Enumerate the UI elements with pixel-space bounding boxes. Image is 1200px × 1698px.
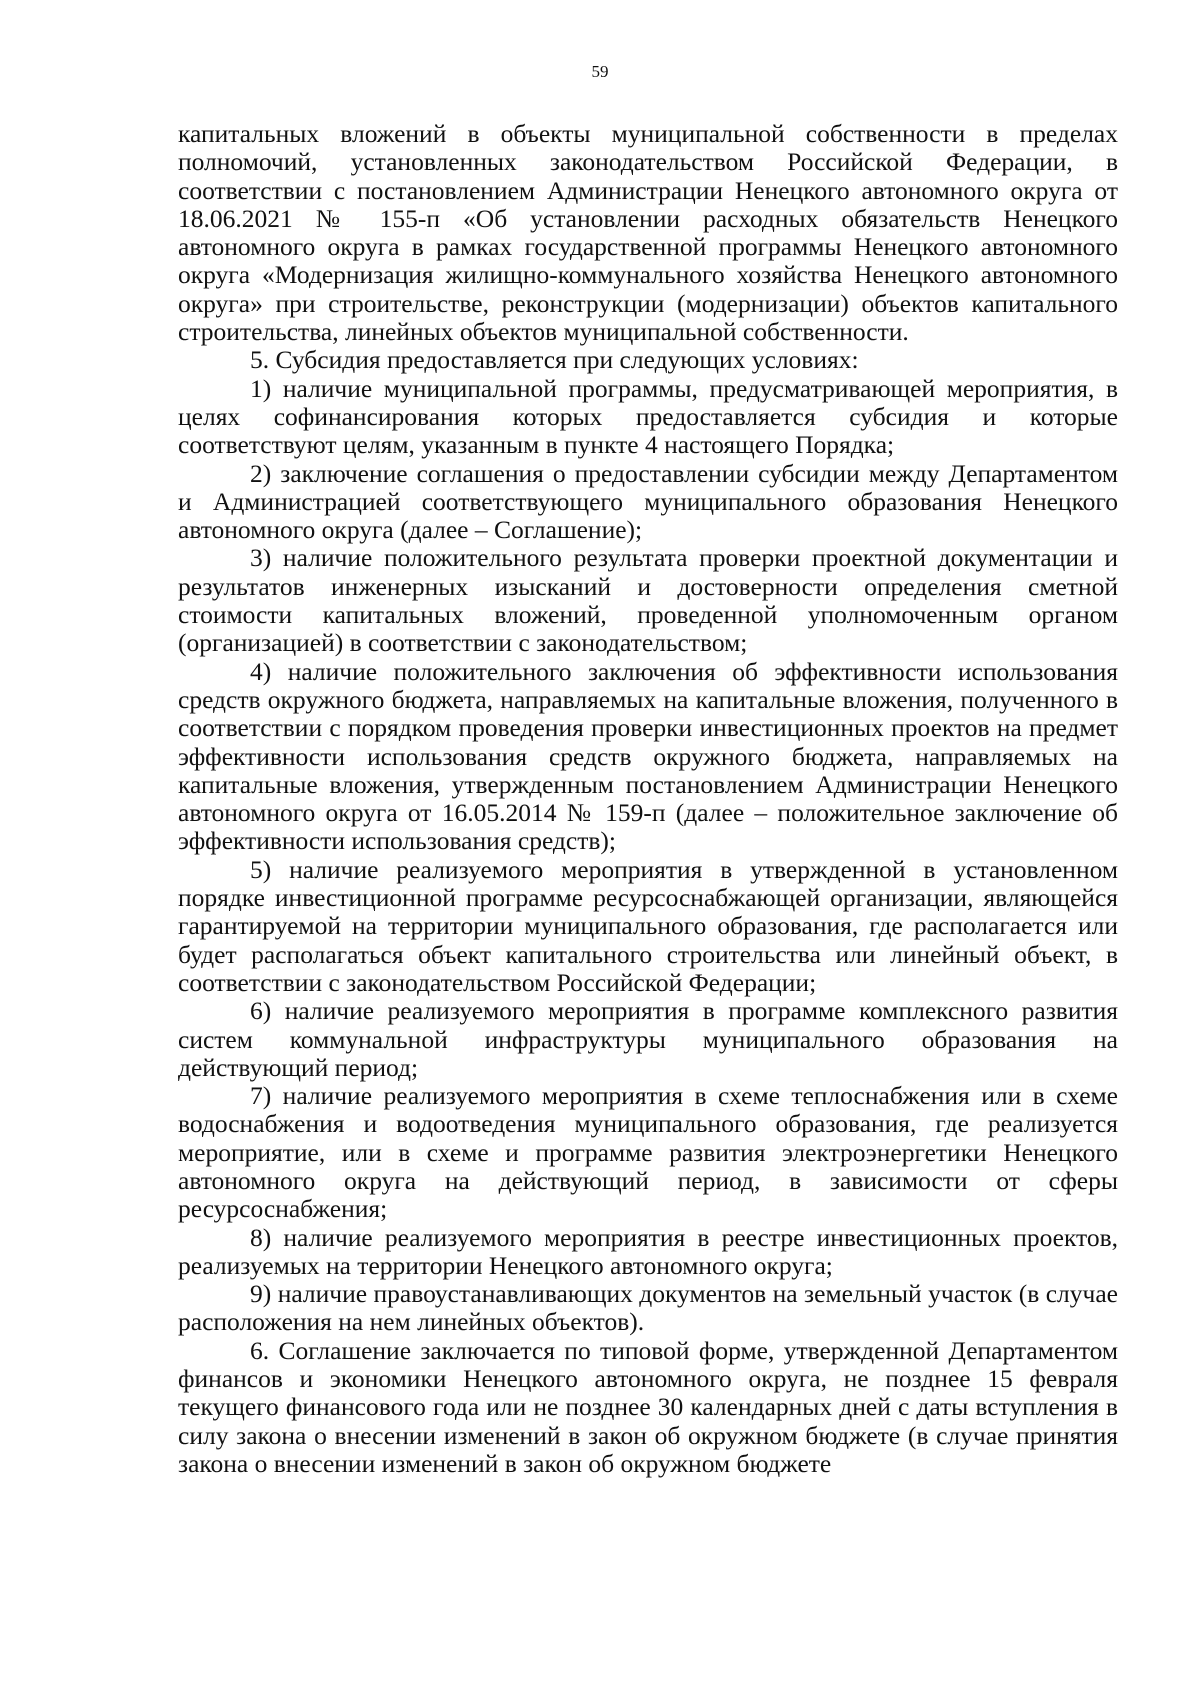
paragraph-continuation: капитальных вложений в объекты муниципальной собственности в пределах полномочий, установленных законодательством Российской Федерации, в соответствии с постановлением Администрации Ненецкого автономного округа от 18.06.2021 № 155-п «Об установлении расходных обязательств Ненецкого автономного округа в рамках государственной программы Ненецкого автономного округа «Модернизация жилищно-коммунального хозяйства Ненецкого автономного округа» при строительстве, реконструкции (модернизации) объектов капитального строительства, линейных объектов муниципальной собственности. — [178, 119, 1118, 347]
paragraph-clause-6: 6. Соглашение заключается по типовой форме, утвержденной Департаментом финансов и экономики Ненецкого автономного округа, не позднее 15 февраля текущего финансового года или не позднее 30 календарных дней с даты вступления в силу закона о внесении изменений в закон об окружном бюджете (в случае принятия закона о внесении изменений в закон об окружном бюджете — [178, 1335, 1118, 1478]
paragraph-condition-8: 8) наличие реализуемого мероприятия в реестре инвестиционных проектов, реализуемых на территории Ненецкого автономного округа; — [178, 1222, 1118, 1280]
document-body — [178, 120, 1118, 1478]
paragraph-condition-7: 7) наличие реализуемого мероприятия в схеме теплоснабжения или в схеме водоснабжения и водоотведения муниципального образования, где реализуется мероприятие, или в схеме и программе развития электроэнергетики Ненецкого автономного округа на действующий период, в зависимости от сферы ресурсоснабжения; — [178, 1081, 1118, 1224]
paragraph-condition-5: 5) наличие реализуемого мероприятия в утвержденной в установленном порядке инвестиционной программе ресурсоснабжающей организации, являющейся гарантируемой на территории муниципального образования, где располагается или будет располагаться объект капитального строительства или линейный объект, в соответствии с законодательством Российской Федерации; — [178, 854, 1118, 997]
paragraph-condition-3: 3) наличие положительного результата проверки проектной документации и результатов инженерных изысканий и достоверности определения сметной стоимости капитальных вложений, проведенной уполномоченным органом (организацией) в соответствии с законодательством; — [178, 543, 1118, 658]
paragraph-condition-9: 9) наличие правоустанавливающих документов на земельный участок (в случае расположения на нем линейных объектов). — [178, 1279, 1118, 1337]
paragraph-condition-1: 1) наличие муниципальной программы, предусматривающей мероприятия, в целях софинансирования которых предоставляется субсидия и которые соответствуют целям, указанным в пункте 4 настоящего Порядка; — [178, 373, 1118, 460]
paragraph-condition-2: 2) заключение соглашения о предоставлении субсидии между Департаментом и Администрацией соответствующего муниципального образования Ненецкого автономного округа (далее – Соглашение); — [178, 458, 1118, 545]
paragraph-condition-6: 6) наличие реализуемого мероприятия в программе комплексного развития систем коммунальной инфраструктуры муниципального образования на действующий период; — [178, 996, 1118, 1082]
paragraph-clause-5: 5. Субсидия предоставляется при следующих условиях: — [250, 345, 859, 375]
page-number: 59 — [591, 62, 609, 81]
paragraph-condition-4: 4) наличие положительного заключения об эффективности использования средств окружного бюджета, направляемых на капитальные вложения, полученного в соответствии с порядком проведения проверки инвестиционных проектов на предмет эффективности использования средств окружного бюджета, направляемых на капитальные вложения, утвержденным постановлением Администрации Ненецкого автономного округа от 16.05.2014 № 159-п (далее – положительное заключение об эффективности использования средств); — [178, 656, 1118, 856]
